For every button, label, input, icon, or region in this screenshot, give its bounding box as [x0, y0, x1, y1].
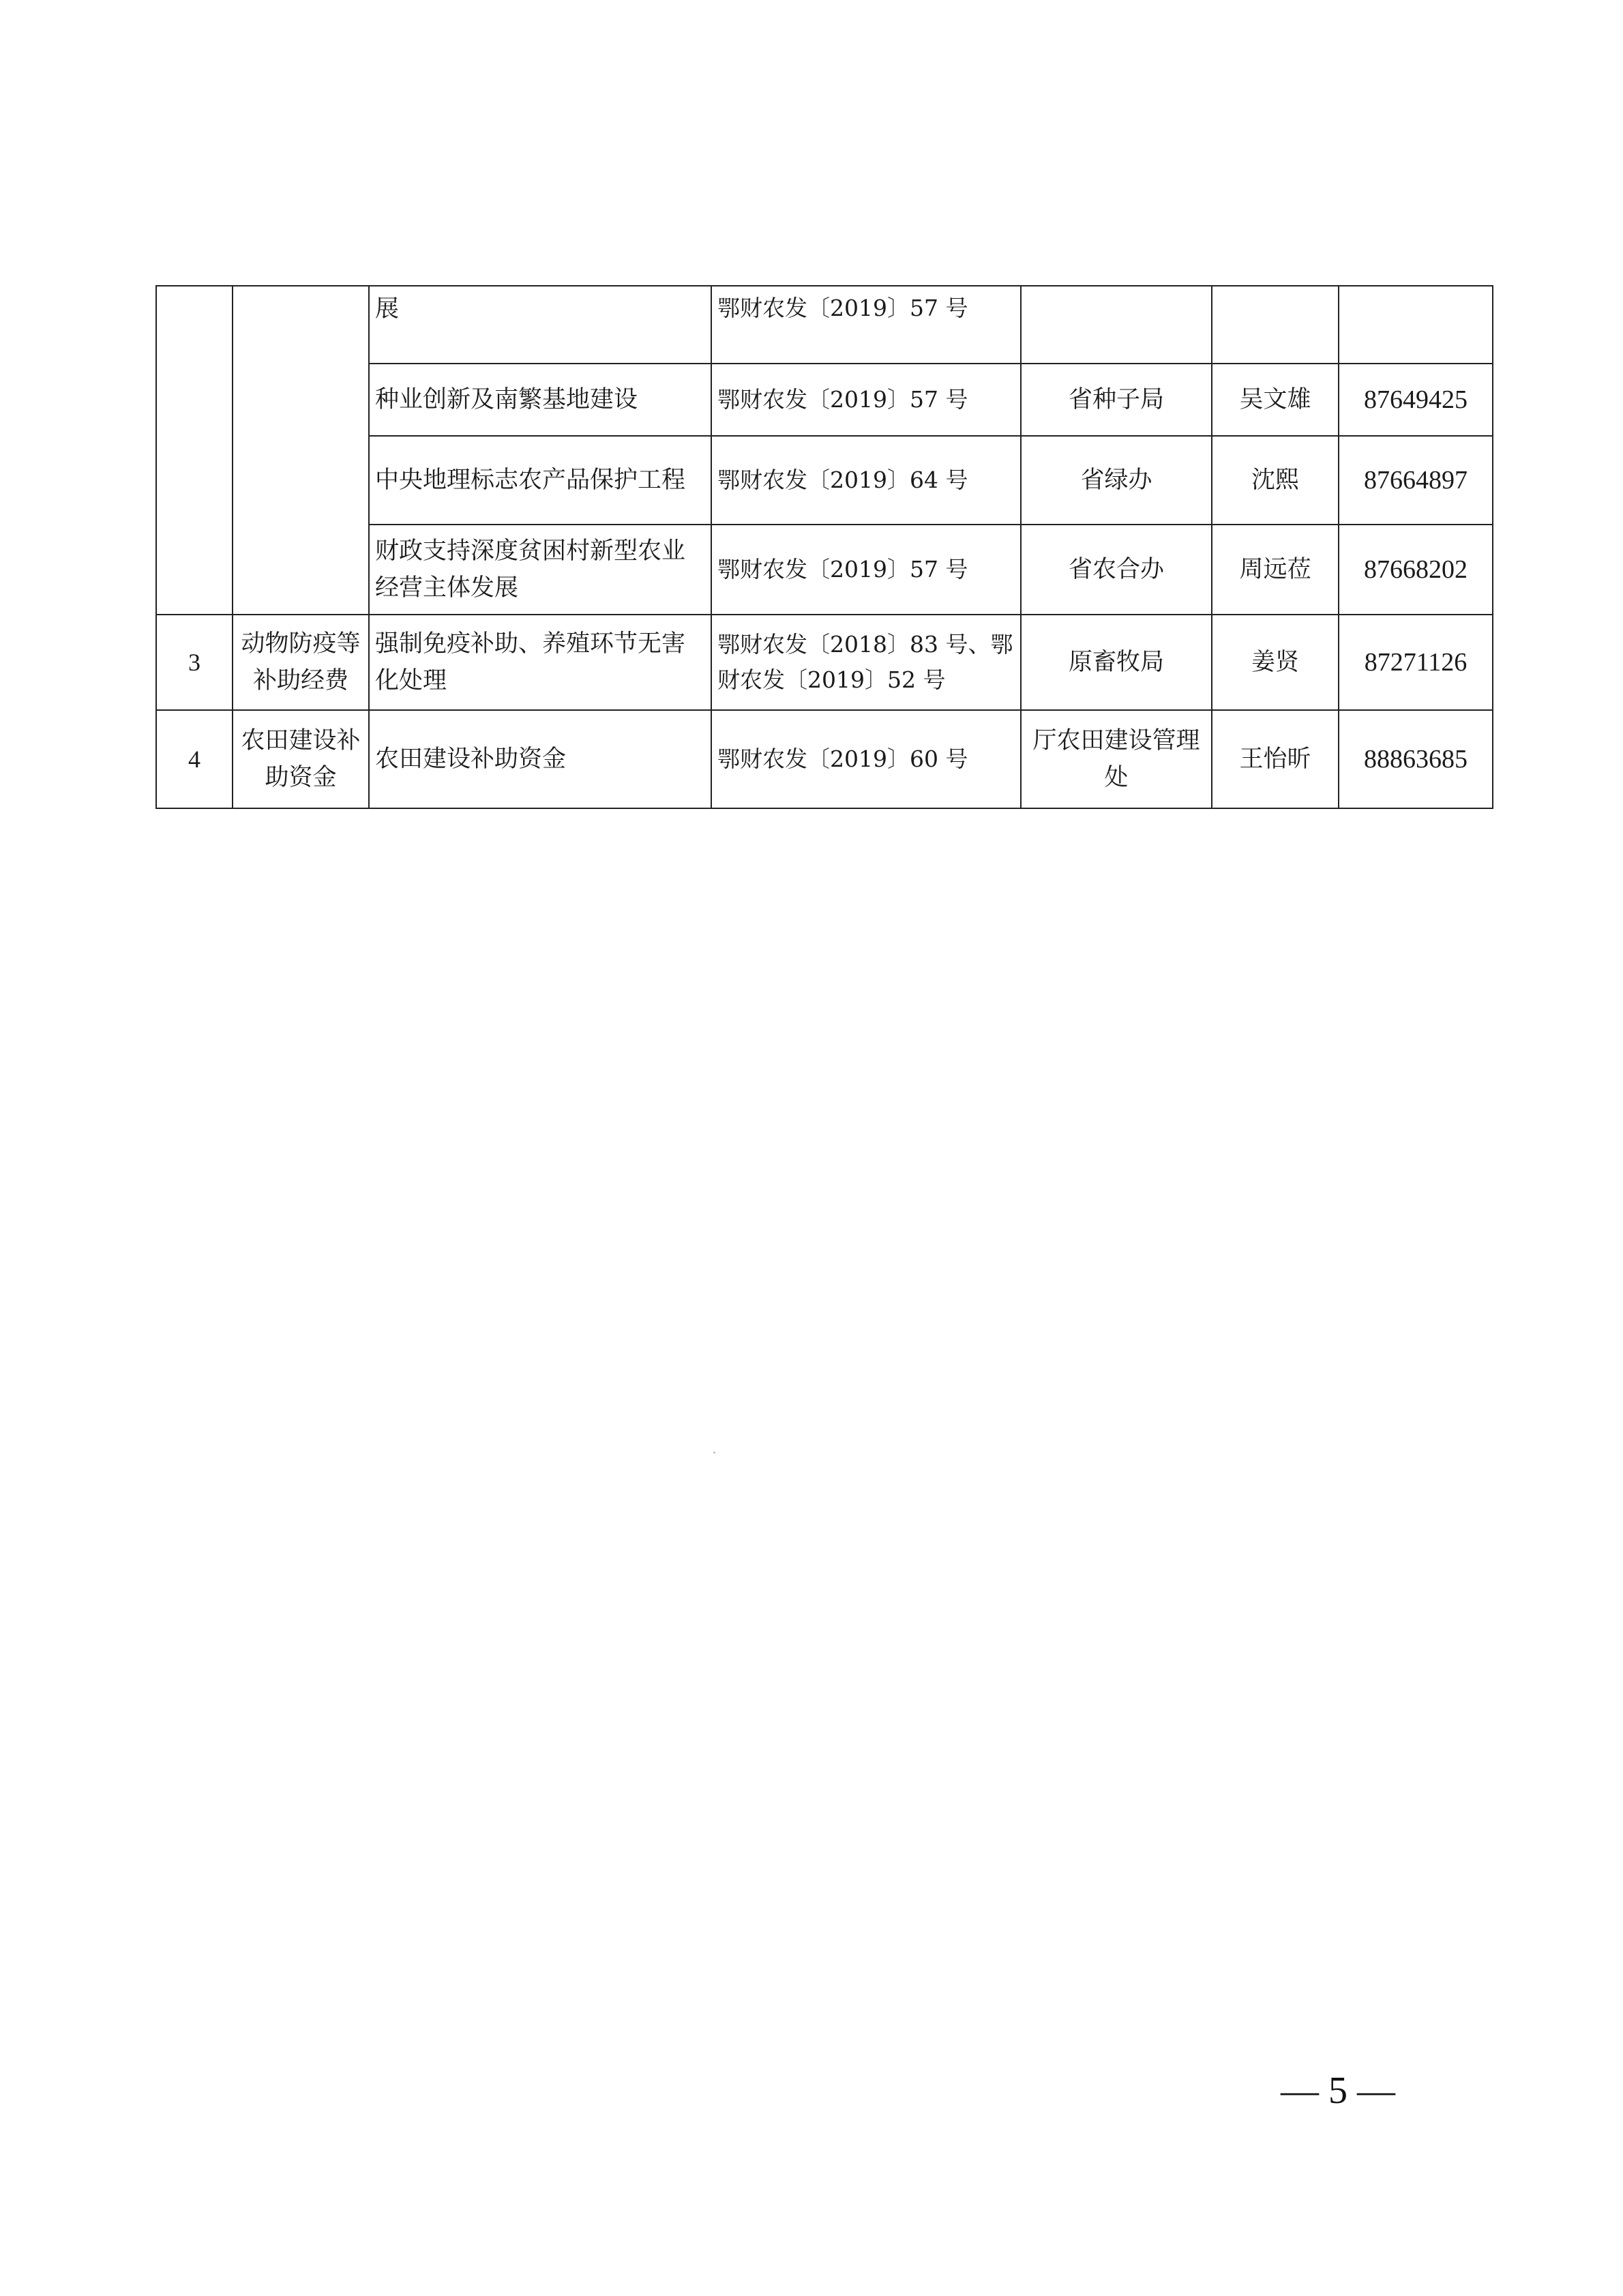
phone-number-cell: 87668202 [1339, 525, 1493, 615]
contact-person-cell: 王怡昕 [1212, 710, 1339, 808]
project-name-cell: 种业创新及南繁基地建设 [369, 364, 711, 436]
responsible-office-cell: 原畜牧局 [1021, 615, 1212, 710]
phone-number-cell: 88863685 [1339, 710, 1493, 808]
project-name-cell: 强制免疫补助、养殖环节无害化处理 [369, 615, 711, 710]
phone-number-cell [1339, 286, 1493, 364]
project-name-cell: 中央地理标志农产品保护工程 [369, 436, 711, 525]
responsible-office-cell: 厅农田建设管理处 [1021, 710, 1212, 808]
fund-category-cell [233, 286, 369, 615]
responsible-office-cell: 省绿办 [1021, 436, 1212, 525]
page-number: — 5 — [1281, 2070, 1395, 2112]
responsible-office-cell [1021, 286, 1212, 364]
fund-category-cell: 农田建设补助资金 [233, 710, 369, 808]
policy-document-cell: 鄂财农发〔2019〕57 号 [711, 286, 1021, 364]
policy-document-cell: 鄂财农发〔2019〕57 号 [711, 364, 1021, 436]
contact-person-cell [1212, 286, 1339, 364]
responsible-office-cell: 省种子局 [1021, 364, 1212, 436]
row-number-cell: 4 [156, 710, 233, 808]
funding-contact-table [155, 285, 1493, 809]
fund-category-cell: 动物防疫等补助经费 [233, 615, 369, 710]
row-number-cell: 3 [156, 615, 233, 710]
table-row [156, 710, 1493, 808]
policy-document-cell: 鄂财农发〔2018〕83 号、鄂财农发〔2019〕52 号 [711, 615, 1021, 710]
project-name-cell: 财政支持深度贫困村新型农业经营主体发展 [369, 525, 711, 615]
project-name-cell: 农田建设补助资金 [369, 710, 711, 808]
responsible-office-cell: 省农合办 [1021, 525, 1212, 615]
table-row [156, 286, 1493, 364]
contact-person-cell: 姜贤 [1212, 615, 1339, 710]
policy-document-cell: 鄂财农发〔2019〕64 号 [711, 436, 1021, 525]
scan-speck [713, 1452, 715, 1454]
phone-number-cell: 87649425 [1339, 364, 1493, 436]
contact-person-cell: 周远莅 [1212, 525, 1339, 615]
phone-number-cell: 87664897 [1339, 436, 1493, 525]
phone-number-cell: 87271126 [1339, 615, 1493, 710]
contact-person-cell: 沈熙 [1212, 436, 1339, 525]
table-row [156, 615, 1493, 710]
contact-person-cell: 吴文雄 [1212, 364, 1339, 436]
row-number-cell [156, 286, 233, 615]
project-name-cell: 展 [369, 286, 711, 364]
policy-document-cell: 鄂财农发〔2019〕60 号 [711, 710, 1021, 808]
policy-document-cell: 鄂财农发〔2019〕57 号 [711, 525, 1021, 615]
